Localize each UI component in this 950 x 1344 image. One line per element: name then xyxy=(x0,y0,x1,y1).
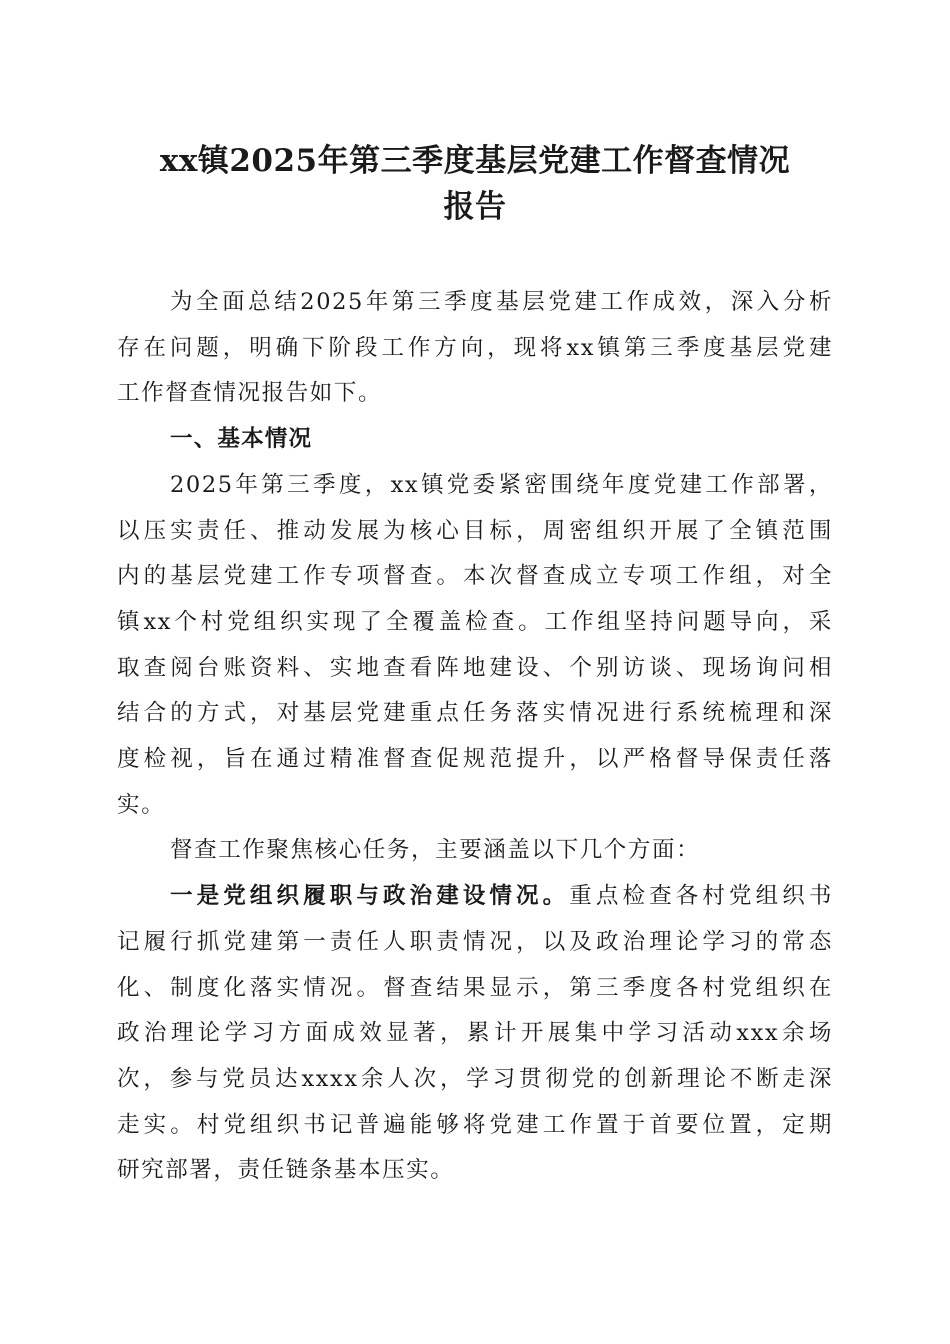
paragraph-line: 为全面总结2025年第三季度基层党建工作成效，深入分析 xyxy=(170,289,833,315)
paragraph-line: 取查阅台账资料、实地查看阵地建设、个别访谈、现场询问相 xyxy=(117,654,833,681)
paragraph-line: 存在问题，明确下阶段工作方向，现将xx镇第三季度基层党建 xyxy=(117,334,833,361)
political-building-paragraph xyxy=(117,874,833,1194)
section-heading: 一、基本情况 xyxy=(170,426,313,453)
paragraph-line: 走实。村党组织书记普遍能够将党建工作置于首要位置，定期 xyxy=(117,1111,833,1138)
document-body xyxy=(117,280,833,1194)
paragraph-line: 内的基层党建工作专项督查。本次督查成立专项工作组，对全 xyxy=(117,563,833,590)
paragraph-line: 研究部署，责任链条基本压实。 xyxy=(117,1157,455,1184)
paragraph-line: 实。 xyxy=(117,791,166,818)
paragraph-line: 化、制度化落实情况。督查结果显示，第三季度各村党组织在 xyxy=(117,974,833,1001)
paragraph-line: 度检视，旨在通过精准督查促规范提升，以严格督导保责任落 xyxy=(117,746,833,773)
title-line-2: 报告 xyxy=(443,189,507,225)
focus-paragraph xyxy=(117,828,833,874)
intro-paragraph xyxy=(117,280,833,417)
paragraph-line xyxy=(117,874,833,920)
paragraph-line: 2025年第三季度，xx镇党委紧密围绕年度党建工作部署， xyxy=(170,471,833,498)
paragraph-text: 重点检查各村党组织书 xyxy=(569,883,833,910)
document-title xyxy=(110,138,840,230)
paragraph-line: 结合的方式，对基层党建重点任务落实情况进行系统梳理和深 xyxy=(117,700,833,727)
paragraph-line: 次，参与党员达xxxx余人次，学习贯彻党的创新理论不断走深 xyxy=(117,1065,833,1092)
paragraph-line: 镇xx个村党组织实现了全覆盖检查。工作组坚持问题导向，采 xyxy=(117,608,833,635)
paragraph-line: 工作督查情况报告如下。 xyxy=(117,380,383,407)
paragraph-line: 记履行抓党建第一责任人职责情况，以及政治理论学习的常态 xyxy=(117,928,833,955)
paragraph-line: 政治理论学习方面成效显著，累计开展集中学习活动xxx余场 xyxy=(117,1020,833,1047)
paragraph-line: 以压实责任、推动发展为核心目标，周密组织开展了全镇范围 xyxy=(117,517,833,544)
basic-situation-paragraph xyxy=(117,463,833,829)
paragraph-line: 督查工作聚焦核心任务，主要涵盖以下几个方面： xyxy=(170,837,701,864)
title-line-1: xx镇2025年第三季度基层党建工作督查情况 xyxy=(159,143,791,179)
paragraph-lead: 一是党组织履职与政治建设情况。 xyxy=(170,883,570,910)
